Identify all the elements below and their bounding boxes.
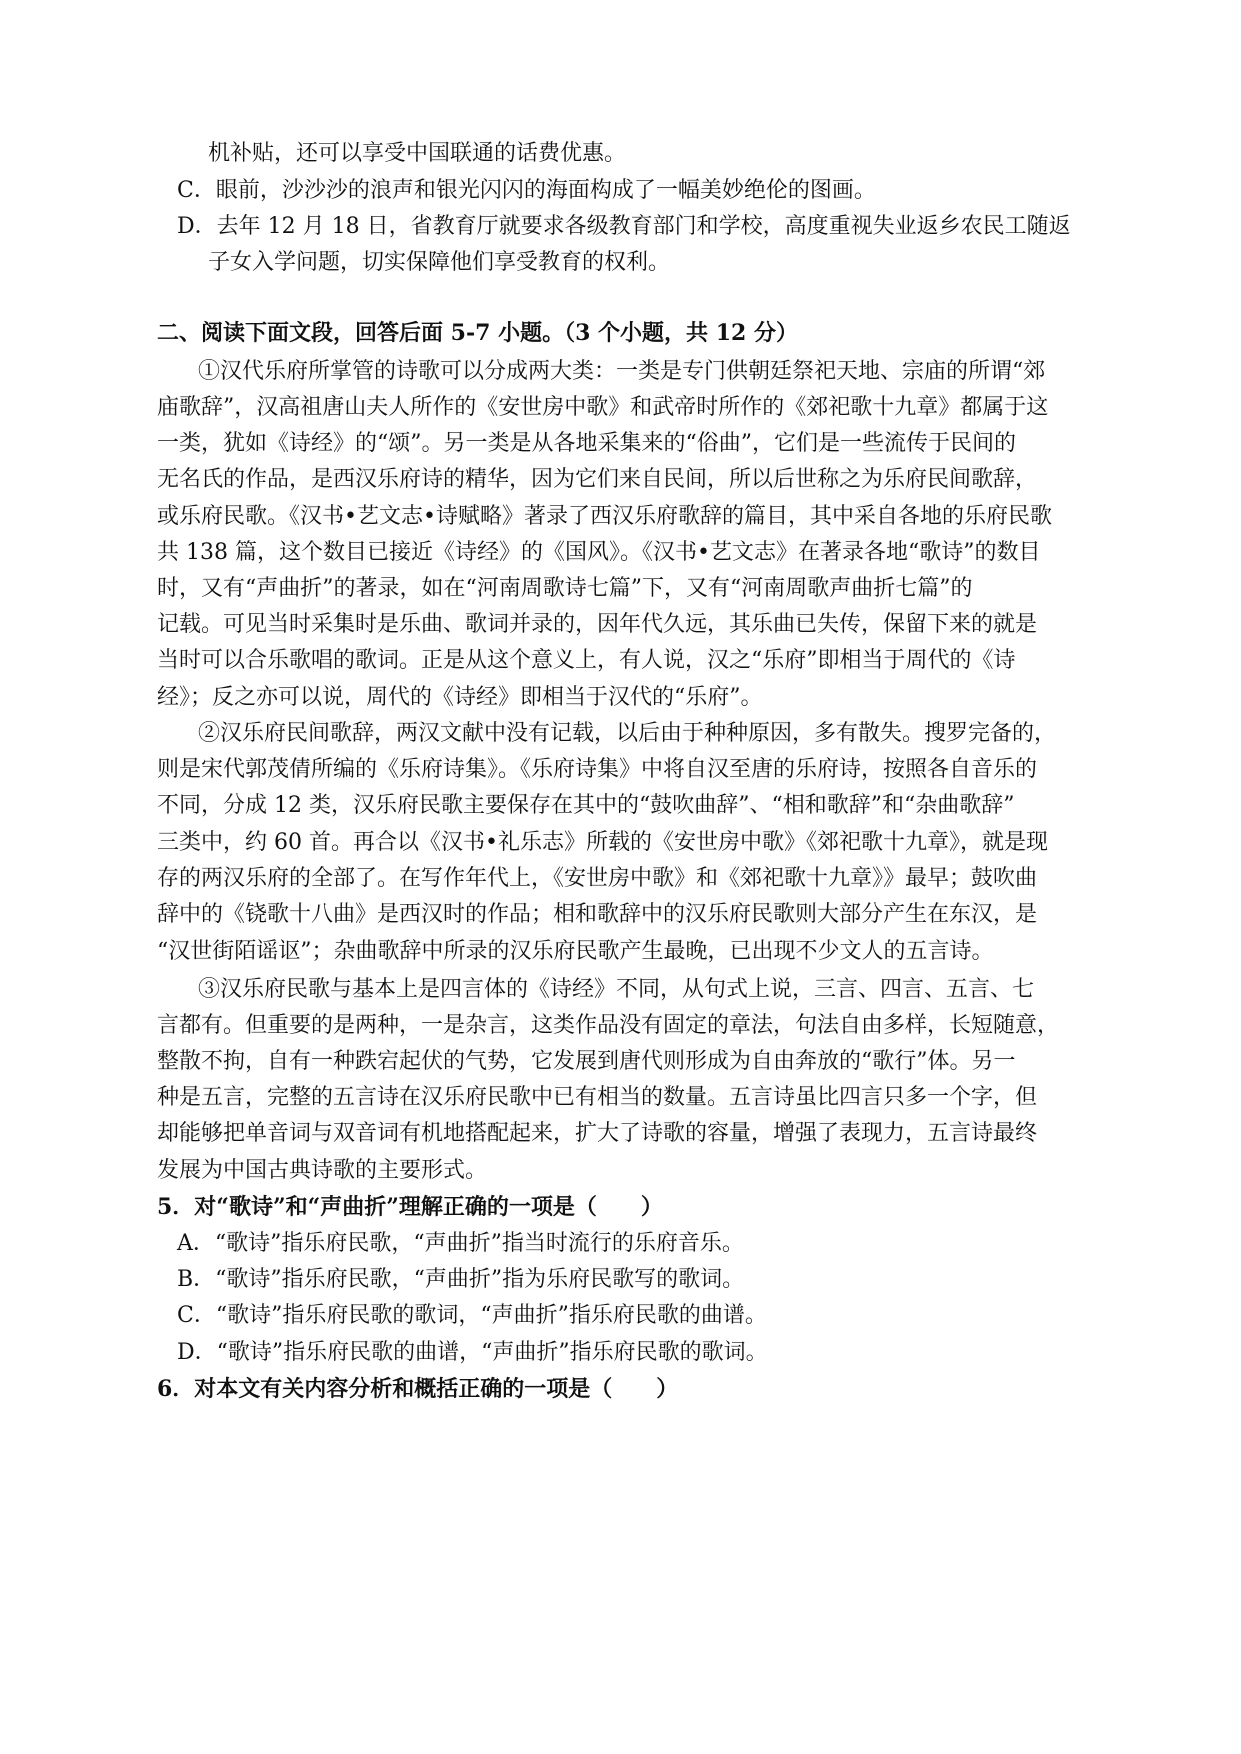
question-6-stem: 6．对本文有关内容分析和概括正确的一项是（ ）: [157, 1376, 679, 1402]
passage-p1-line: 记载。可见当时采集时是乐曲、歌词并录的，因年代久远，其乐曲已失传，保留下来的就是: [157, 612, 1038, 637]
option-d-line-1: D．去年 12 月 18 日，省教育厅就要求各级教育部门和学校，高度重视失业返乡农民工随返: [177, 214, 1071, 239]
question-5-option-a: A．“歌诗”指乐府民歌，“声曲折”指当时流行的乐府音乐。: [177, 1231, 744, 1256]
question-5-option-b: B．“歌诗”指乐府民歌，“声曲折”指为乐府民歌写的歌词。: [177, 1267, 745, 1292]
passage-p2-line: 存的两汉乐府的全部了。在写作年代上，《安世房中歌》和《郊祀歌十九章》》最早；鼓吹曲: [157, 866, 1038, 891]
passage-p2-line: 三类中，约 60 首。再合以《汉书•礼乐志》所载的《安世房中歌》《郊祀歌十九章》，就是现: [157, 830, 1048, 855]
passage-p1-line: 当时可以合乐歌唱的歌词。正是从这个意义上，有人说，汉之“乐府”即相当于周代的《诗: [157, 648, 1016, 673]
passage-p2-line: ②汉乐府民间歌辞，两汉文献中没有记载，以后由于种种原因，多有散失。搜罗完备的，: [198, 721, 1057, 746]
option-d-line-2: 子女入学问题，切实保障他们享受教育的权利。: [208, 250, 671, 275]
passage-p1-line: ①汉代乐府所掌管的诗歌可以分成两大类：一类是专门供朝廷祭祀天地、宗庙的所谓“郊: [198, 359, 1046, 384]
passage-p3-line: 整散不拘，自有一种跌宕起伏的气势，它发展到唐代则形成为自由奔放的“歌行”体。另一: [157, 1049, 1016, 1074]
passage-p3-line: 言都有。但重要的是两种，一是杂言，这类作品没有固定的章法，句法自由多样，长短随意，: [157, 1013, 1060, 1038]
passage-p1-line: 时，又有“声曲折”的著录，如在“河南周歌诗七篇”下，又有“河南周歌声曲折七篇”的: [157, 576, 973, 601]
question-5-option-c: C．“歌诗”指乐府民歌的歌词，“声曲折”指乐府民歌的曲谱。: [177, 1303, 767, 1328]
passage-p2-line: 不同，分成 12 类，汉乐府民歌主要保存在其中的“鼓吹曲辞”、“相和歌辞”和“杂曲歌辞”: [157, 793, 1015, 818]
passage-p2-line: 则是宋代郭茂倩所编的《乐府诗集》。《乐府诗集》中将自汉至唐的乐府诗，按照各自音乐的: [157, 757, 1038, 782]
passage-p2-line: 辞中的《铙歌十八曲》是西汉时的作品；相和歌辞中的汉乐府民歌则大部分产生在东汉，是: [157, 902, 1038, 927]
passage-p3-line: 发展为中国古典诗歌的主要形式。: [157, 1158, 488, 1183]
question-5-option-d: D．“歌诗”指乐府民歌的曲谱，“声曲折”指乐府民歌的歌词。: [177, 1340, 768, 1365]
section-heading: 二、阅读下面文段，回答后面 5-7 小题。（3 个小题，共 12 分）: [157, 320, 798, 346]
passage-p2-line: “汉世街陌谣讴”；杂曲歌辞中所录的汉乐府民歌产生最晚，已出现不少文人的五言诗。: [157, 939, 994, 964]
passage-p1-line: 庙歌辞”，汉高祖唐山夫人所作的《安世房中歌》和武帝时所作的《郊祀歌十九章》都属于这: [157, 395, 1049, 420]
passage-p3-line: 却能够把单音词与双音词有机地搭配起来，扩大了诗歌的容量，增强了表现力，五言诗最终: [157, 1121, 1038, 1146]
passage-p1-line: 或乐府民歌。《汉书•艺文志•诗赋略》著录了西汉乐府歌辞的篇目，其中采自各地的乐府民歌: [157, 504, 1052, 529]
question-5-stem: 5．对“歌诗”和“声曲折”理解正确的一项是（ ）: [157, 1194, 663, 1220]
passage-p1-line: 一类，犹如《诗经》的“颂”。另一类是从各地采集来的“俗曲”，它们是一些流传于民间的: [157, 431, 1016, 456]
passage-p1-line: 无名氏的作品，是西汉乐府诗的精华，因为它们来自民间，所以后世称之为乐府民间歌辞，: [157, 467, 1038, 492]
option-c: C．眼前，沙沙沙的浪声和银光闪闪的海面构成了一幅美妙绝伦的图画。: [177, 178, 876, 203]
passage-p3-line: 种是五言，完整的五言诗在汉乐府民歌中已有相当的数量。五言诗虽比四言只多一个字，但: [157, 1085, 1038, 1110]
passage-p1-line: 经》；反之亦可以说，周代的《诗经》即相当于汉代的“乐府”。: [157, 685, 763, 710]
option-b-continuation: 机补贴，还可以享受中国联通的话费优惠。: [208, 141, 627, 166]
passage-p3-line: ③汉乐府民歌与基本上是四言体的《诗经》不同，从句式上说，三言、四言、五言、七: [198, 977, 1035, 1002]
passage-p1-line: 共 138 篇，这个数目已接近《诗经》的《国风》。《汉书•艺文志》在著录各地“歌诗”的数目: [157, 540, 1041, 565]
